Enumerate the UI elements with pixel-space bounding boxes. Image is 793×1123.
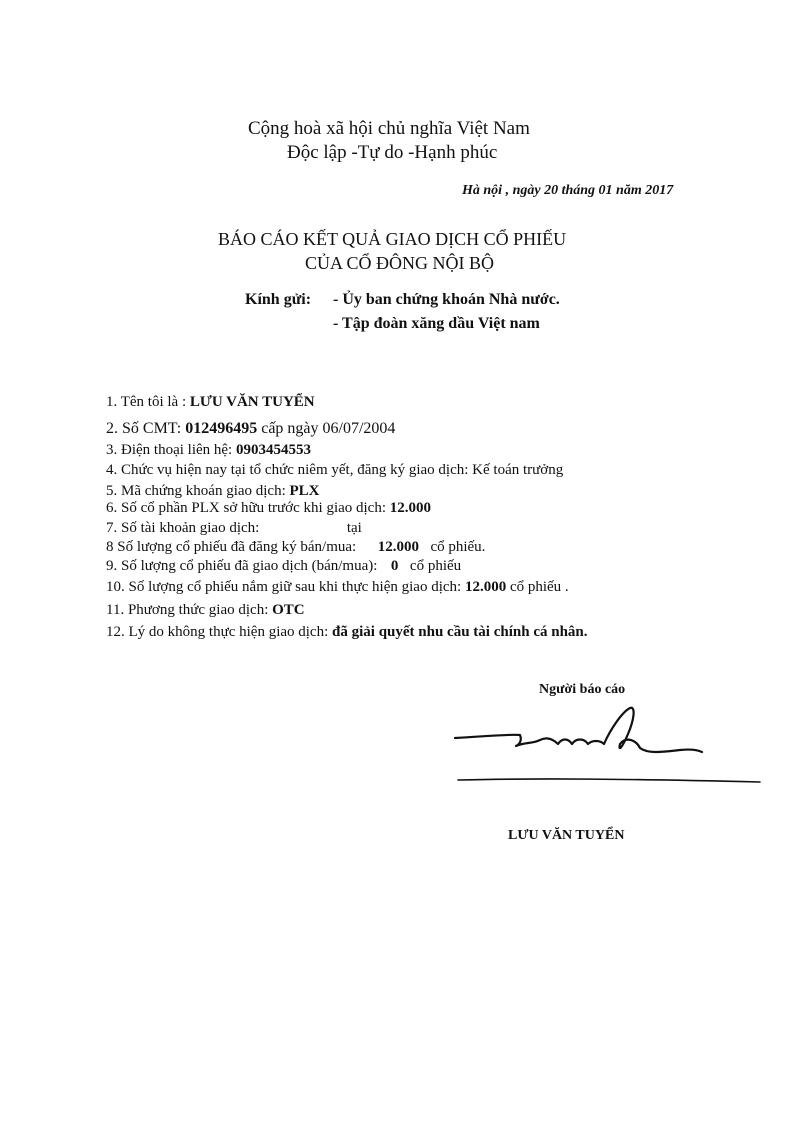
report-title-line1: BÁO CÁO KẾT QUẢ GIAO DỊCH CỔ PHIẾU (218, 229, 567, 249)
item-2-value: 012496495 (185, 420, 258, 437)
item-10-suffix: cổ phiếu . (509, 579, 569, 595)
item-3-value: 0903454553 (235, 442, 311, 458)
item-1-name (106, 394, 315, 411)
handwritten-signature (450, 700, 770, 800)
item-5-stock-code (106, 483, 320, 500)
item-3-phone (106, 442, 311, 459)
item-3-label: 3. Điện thoại liên hệ: (106, 442, 233, 458)
item-9-suffix: cổ phiếu (409, 558, 462, 574)
item-9-value: 0 (390, 558, 399, 574)
recipient-label: Kính gửi: (245, 291, 312, 308)
item-7-label: 7. Số tài khoản giao dịch: (106, 520, 260, 536)
item-10-shares-after (106, 579, 569, 596)
item-11-label: 11. Phương thức giao dịch: (106, 602, 269, 618)
report-title-line2: CỦA CỔ ĐÔNG NỘI BỘ (305, 253, 495, 273)
item-1-label: 1. Tên tôi là : (106, 394, 187, 410)
item-9-label: 9. Số lượng cổ phiếu đã giao dịch (bán/mua): (106, 558, 378, 574)
item-6-shares-before (106, 500, 431, 517)
reporter-name: LƯU VĂN TUYỂN (508, 828, 625, 843)
document-date: Hà nội , ngày 20 tháng 01 năm 2017 (462, 183, 674, 198)
item-7-account (106, 520, 362, 537)
item-10-label: 10. Số lượng cổ phiếu nắm giữ sau khi thực hiện giao dịch: (106, 579, 462, 595)
item-12-reason (106, 624, 588, 641)
reporter-label: Người báo cáo (539, 682, 626, 697)
item-8-label: 8 Số lượng cổ phiếu đã đăng ký bán/mua: (106, 539, 357, 555)
item-12-value: đã giải quyết nhu cầu tài chính cá nhân. (332, 624, 588, 640)
recipient-1: - Ủy ban chứng khoán Nhà nước. (333, 291, 560, 308)
item-6-label: 6. Số cổ phần PLX sở hữu trước khi giao dịch: (106, 500, 387, 516)
item-6-value: 12.000 (389, 500, 432, 516)
item-10-value: 12.000 (464, 579, 507, 595)
national-motto: Độc lập -Tự do -Hạnh phúc (287, 142, 498, 163)
item-8-registered-shares (106, 539, 485, 556)
item-8-value: 12.000 (377, 539, 419, 555)
item-8-suffix: cổ phiếu. (430, 539, 486, 555)
recipient-2: - Tập đoàn xăng dầu Việt nam (333, 315, 540, 332)
item-11-value: OTC (272, 602, 305, 618)
item-7-suffix: tại (346, 520, 362, 536)
item-12-label: 12. Lý do không thực hiện giao dịch: (106, 624, 329, 640)
item-11-method (106, 602, 305, 619)
item-5-value: PLX (289, 483, 320, 499)
national-title: Cộng hoà xã hội chủ nghĩa Việt Nam (248, 118, 530, 139)
item-1-value: LƯU VĂN TUYỂN (189, 394, 315, 410)
item-5-label: 5. Mã chứng khoán giao dịch: (106, 483, 286, 499)
item-2-id-card (106, 420, 395, 438)
item-9-traded-shares (106, 558, 461, 575)
item-2-suffix: cấp ngày 06/07/2004 (261, 420, 396, 437)
item-4-position: 4. Chức vụ hiện nay tại tổ chức niêm yết, đăng ký giao dịch: Kế toán trưởng (106, 462, 564, 478)
item-2-label: 2. Số CMT: (106, 420, 182, 437)
